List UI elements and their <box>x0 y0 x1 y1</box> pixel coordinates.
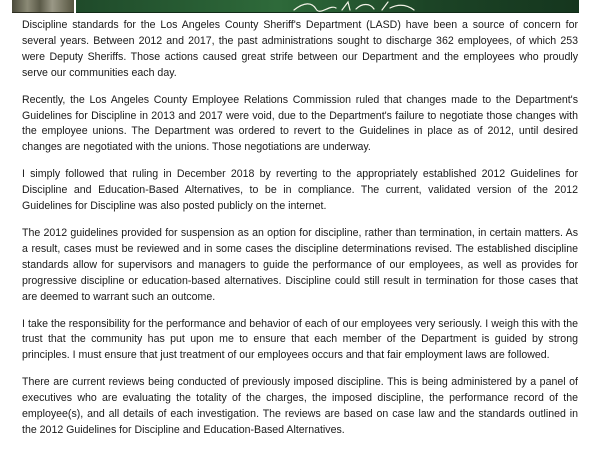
paragraph-reverting-guidelines: I simply followed that ruling in December 2018 by reverting to the appropriately established 2012 Guidelines for Discipline and Education-Based Alternatives, to be in compliance. The current, validated version of the 2012 Guidelines for Discipline was also posted publicly on the internet. <box>22 168 578 213</box>
letter-body <box>22 18 578 450</box>
paragraph-discipline-standards: Discipline standards for the Los Angeles County Sheriff's Department (LASD) have been a source of concern for several years. Between 2012 and 2017, the past administrations sought to discharge 362 employees, of which 253 were Deputy Sheriffs. Those actions caused great strife between our Department and the employees who proudly serve our communities each day. <box>22 19 578 79</box>
paragraph-commission-ruling: Recently, the Los Angeles County Employee Relations Commission ruled that changes made to the Department's Guidelines for Discipline in 2013 and 2017 were void, due to the Department's failure to negotiate those changes with the employee unions. The Department was ordered to revert to the Guidelines in place as of 2012, until desired changes are negotiated with the unions. Those negotiations are underway. <box>22 93 578 154</box>
letterhead-signature-script <box>290 0 450 12</box>
paragraph-current-reviews: There are current reviews being conducted of previously imposed discipline. This is being administered by a panel of executives who are evaluating the totality of the charges, the imposed discipline, the performance record of the employee(s), and all details of each investigation. The reviews are based on case law and the standards outlined in the 2012 Guidelines for Discipline and Education-Based Alternatives. <box>22 376 578 436</box>
letterhead-photo <box>12 0 74 13</box>
paragraph-suspension-option: The 2012 guidelines provided for suspension as an option for discipline, rather than termination, in certain matters. As a result, cases must be reviewed and in some cases the discipline determinations revised. The established discipline standards allow for supervisors and managers to guide the performance of our employees, as well as provides for progressive discipline or education-based alternatives. Discipline could still result in termination for those cases that are deemed to warrant such an outcome. <box>22 226 578 303</box>
paragraph-responsibility: I take the responsibility for the performance and behavior of each of our employees very seriously. I weigh this with the trust that the community has put upon me to ensure that each member of the Department is guided by strong principles. I must ensure that just treatment of our employees occurs and that fair employment laws are followed. <box>22 317 578 362</box>
letterhead-banner <box>0 0 600 14</box>
